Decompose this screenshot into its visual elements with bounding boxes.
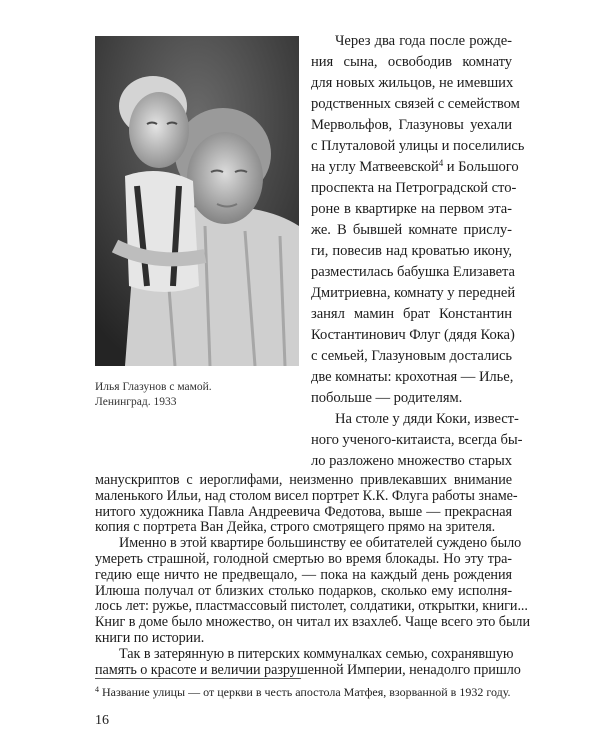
text-line: Илюша получал от близких столько подарков, сколько ему исполня- [95,582,512,599]
text-line: нитого художника Павла Андреевича Федотова, выше — прекрасная [95,503,512,520]
text-line: занял мамин брат Константин [311,306,512,322]
text-segment: на углу Матвеевской [311,159,439,175]
text-line-with-footnote [311,157,519,178]
text-line: Костантинович Флуг (дядя Кока) [311,327,515,343]
text-line: маленького Ильи, над столом висел портрет К.К. Флуга работы знаме- [95,487,518,504]
text-line: ного ученого-китаиста, всегда бы- [311,432,523,448]
text-line: разместилась бабушка Елизавета [311,264,515,280]
text-line: память о красоте и величии разрушенной Империи, ненадолго пришло [95,661,521,678]
text-line: Мервольфов, Глазуновы уехали [311,117,512,133]
text-line: На столе у дяди Коки, извест- [335,411,519,427]
text-line: родственных связей с семейством [311,96,520,112]
caption-line: Ленинград. 1933 [95,396,177,408]
text-line: же. В бывшей комнате прислу- [311,222,512,238]
footnote [95,684,515,700]
text-line: Дмитриевна, комнату у передней [311,285,516,301]
text-line: побольше — родителям. [311,390,463,406]
text-line: Именно в этой квартире большинству ее обитателей суждено было [119,535,522,552]
text-line: две комнаты: крохотная — Илье, [311,369,514,385]
text-line: с семьей, Глазуновым достались [311,348,512,364]
text-line: с Плуталовой улицы и поселились [311,138,525,154]
footnote-text: Название улицы — от церкви в честь апостола Матфея, взорванной в 1932 году. [99,685,511,699]
text-line: лось лет: ружье, пластмассовый пистолет, солдатики, открытки, книги... [95,598,528,615]
text-line: манускриптов с иероглифами, неизменно привлекавших внимание [95,472,512,488]
footnote-marker: 4 [95,685,99,694]
text-line: ния сына, освободив комнату [311,54,512,70]
text-line: копия с портрета Ван Дейка, строго смотрящего прямо на зрителя. [95,519,496,536]
text-line: Через два года после рожде- [335,33,512,49]
text-line: гедию еще ничто не предвещало, — пока на каждый день рождения [95,566,512,583]
photo-mother-and-child [95,36,299,366]
text-line: для новых жильцов, не имевших [311,75,514,91]
page-number: 16 [95,713,109,728]
photo-caption [95,380,305,410]
text-line: проспекта на Петроградской сто- [311,180,517,196]
text-line: книги по истории. [95,630,205,646]
caption-line: Илья Глазунов с мамой. [95,381,212,393]
text-line: ги, повесив над кроватью икону, [311,243,512,259]
text-line: ло разложено множество старых [311,453,512,469]
text-line: Так в затерянную в питерских коммуналках семью, сохранявшую [119,645,514,662]
photograph-image [95,36,299,366]
text-line: умереть страшной, голодной смертью во время блокады. Но эту тра- [95,551,512,567]
text-segment: и Большого [443,159,519,175]
text-line: Книг в доме было множество, он читал их взахлеб. Чаще всего это были [95,614,530,631]
footnote-rule [95,678,301,679]
footnote-reference[interactable]: 4 [438,158,444,168]
text-line: роне в квартирке на первом эта- [311,201,512,217]
